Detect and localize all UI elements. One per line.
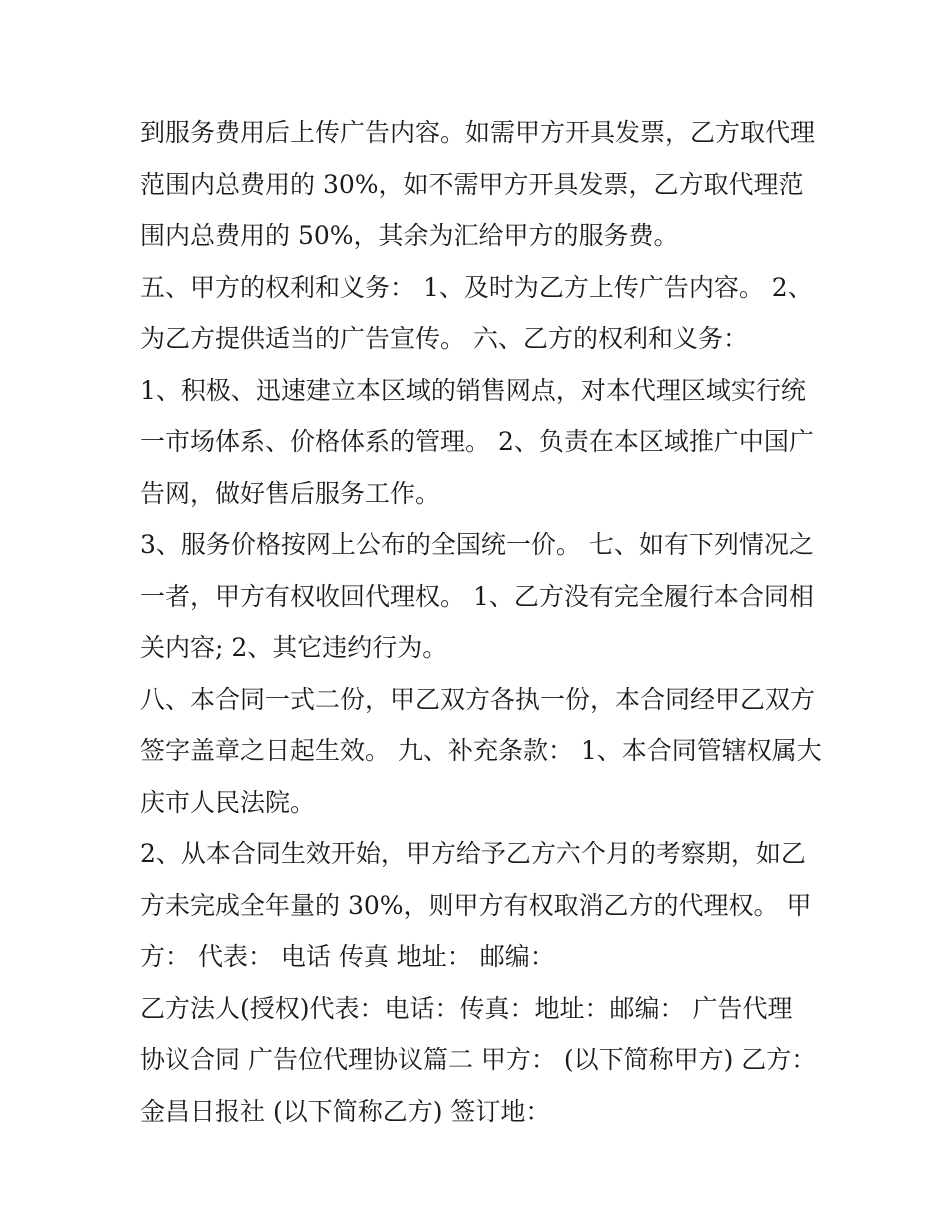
text-line-4: 五、甲方的权利和义务： 1、及时为乙方上传广告内容。 2、	[140, 272, 813, 302]
text-line-1: 到服务费用后上传广告内容。如需甲方开具发票，乙方取代理	[140, 118, 816, 147]
text-line-20: 金昌日报社 (以下简称乙方) 签订地：	[140, 1096, 551, 1126]
text-line-16: 方未完成全年量的 30%，则甲方有权取消乙方的代理权。 甲	[140, 890, 812, 920]
text-line-17: 方： 代表： 电话 传真 地址： 邮编：	[140, 942, 555, 971]
document-body	[140, 107, 820, 1137]
text-line-8: 告网，做好售后服务工作。	[140, 478, 441, 508]
text-line-3: 围内总费用的 50%，其余为汇给甲方的服务费。	[140, 221, 679, 250]
text-line-14: 庆市人民法院。	[140, 787, 316, 817]
text-line-7: 一市场体系、价格体系的管理。 2、负责在本区域推广中国广	[140, 427, 814, 456]
text-line-12: 八、本合同一式二份，甲乙双方各执一份，本合同经甲乙双方	[140, 684, 816, 714]
text-line-11: 关内容; 2、其它违约行为。	[140, 633, 448, 662]
text-line-2: 范围内总费用的 30%，如不需甲方开具发票，乙方取代理范	[140, 169, 804, 199]
text-line-15: 2、从本合同生效开始，甲方给予乙方六个月的考察期，如乙	[140, 839, 806, 868]
text-line-9: 3、服务价格按网上公布的全国统一价。 七、如有下列情况之	[140, 530, 814, 559]
text-line-10: 一者，甲方有权收回代理权。 1、乙方没有完全履行本合同相	[140, 581, 814, 611]
text-line-6: 1、积极、迅速建立本区域的销售网点，对本代理区域实行统	[140, 375, 806, 405]
text-line-19: 协议合同 广告位代理协议篇二 甲方： (以下简称甲方) 乙方：	[140, 1045, 817, 1074]
text-line-18: 乙方法人(授权)代表：电话：传真：地址：邮编： 广告代理	[140, 993, 793, 1023]
text-line-5: 为乙方提供适当的广告宣传。 六、乙方的权利和义务：	[140, 324, 748, 353]
text-line-13: 签字盖章之日起生效。 九、补充条款： 1、本合同管辖权属大	[140, 736, 822, 765]
